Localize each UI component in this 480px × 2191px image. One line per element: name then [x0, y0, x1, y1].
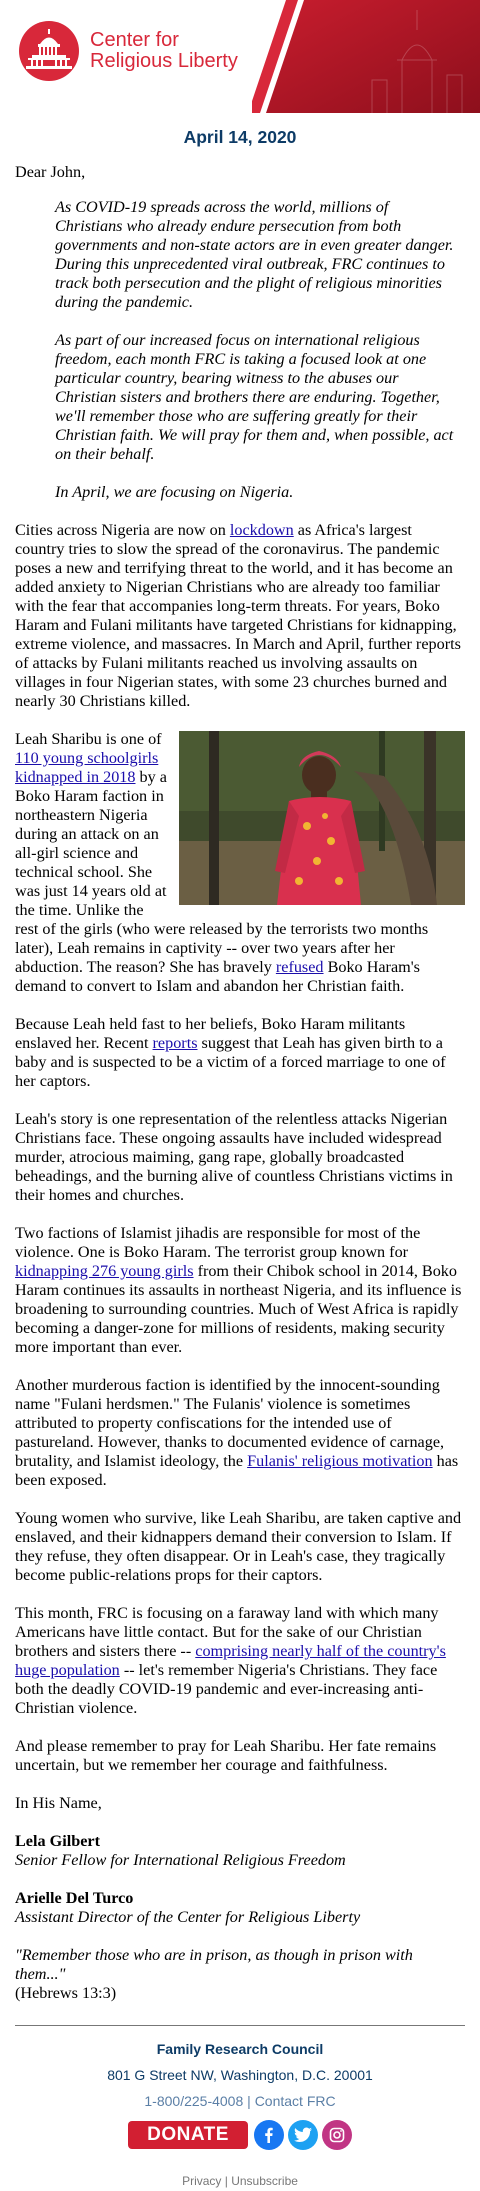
header-photo-band: [252, 0, 480, 113]
text: suggest that Leah has given birth to a baby and is suspected to be a victim of a forced marriage to one of her captors.: [15, 1034, 446, 1090]
paragraph-enslaved: [15, 1015, 465, 1091]
privacy-link[interactable]: Privacy: [182, 2174, 222, 2188]
text: Two factions of Islamist jihadis are responsible for most of the violence. One is Boko Haram. The terrorist group known for: [15, 1224, 421, 1261]
signer-title: Senior Fellow for International Religious Freedom: [15, 1851, 346, 1869]
paragraph-young-women: Young women who survive, like Leah Sharibu, are taken captive and enslaved, and their kidnappers demand their conversion to Islam. If they refuse, they often disappear. Or in Leah's case, they tragically become public-relations props for their captors.: [15, 1509, 462, 1584]
signature-block: [15, 1832, 465, 1870]
greeting: Dear John,: [15, 163, 86, 181]
instagram-icon[interactable]: [322, 2120, 352, 2150]
intro-block: [15, 198, 465, 502]
intro-paragraph: As part of our increased focus on international religious freedom, each month FRC is taking a focused look at one particular country, bearing witness to the abuses our Christian sisters and brothers there are enduring. Together, we'll remember those who are suffering greatly for their Christian faith. We will pray for them and, when possible, act on their behalf.: [55, 331, 454, 463]
paragraph-attacks: Leah's story is one representation of the relentless attacks Nigerian Christians face. These ongoing assaults have included widespread murder, atrocious maiming, gang rape, globally broadcasted beheadings, and the burning alive of countless Christians victims in their homes and churches.: [15, 1110, 453, 1204]
schoolgirls-kidnapped-link[interactable]: 110 young schoolgirls kidnapped in 2018: [15, 749, 159, 786]
quote-reference: (Hebrews 13:3): [15, 1984, 117, 2002]
text: has been exposed.: [15, 1452, 459, 1489]
header-banner: [0, 0, 480, 113]
lockdown-link[interactable]: lockdown: [229, 521, 294, 539]
separator: |: [243, 2093, 255, 2109]
footer-org-name: Family Research Council: [156, 2041, 324, 2057]
signature-block: [15, 1889, 465, 1927]
logo-line-1: Center for: [90, 29, 179, 51]
intro-paragraph: In April, we are focusing on Nigeria.: [55, 483, 294, 501]
text: from their Chibok school in 2014, Boko Haram continues its assaults in northeast Nigeria, and its influence is broadening to surrounding countries. Much of West Africa is rapidly becoming a danger-zone for millions of residents, making security more important than ever.: [15, 1262, 462, 1356]
text: Cities across Nigeria are now on: [15, 521, 230, 539]
text: Boko Haram's demand to convert to Islam and abandon her Christian faith.: [15, 958, 420, 995]
text: Because Leah held fast to her beliefs, Boko Haram militants enslaved her. Recent: [15, 1015, 406, 1052]
paragraph-leah: [15, 730, 465, 996]
signer-name: Lela Gilbert: [15, 1832, 100, 1850]
facebook-icon[interactable]: [254, 2120, 284, 2150]
paragraph-fulani: [15, 1376, 465, 1490]
paragraph-lockdown: [15, 521, 465, 711]
text: by a Boko Haram faction in northeastern Nigeria during an attack on an all-girl science and technical school. She was just 14 years old at the time. Unlike the rest of the girls (who were released by the terrorists two months later), Leah remains in captivity -- over two years after her abduction. The reason? She has bravely: [15, 768, 429, 976]
closing: In His Name,: [15, 1794, 102, 1812]
contact-frc-link[interactable]: Contact FRC: [254, 2093, 336, 2109]
social-bar: [0, 2120, 480, 2150]
unsubscribe-link[interactable]: Unsubscribe: [231, 2174, 298, 2188]
footer-links: Privacy | Unsubscribe: [182, 2174, 298, 2188]
leah-sharibu-photo: [179, 731, 465, 905]
population-link[interactable]: comprising nearly half of the country's huge population: [15, 1642, 446, 1679]
footer-address: 801 G Street NW, Washington, D.C. 20001: [107, 2067, 373, 2083]
intro-paragraph: As COVID-19 spreads across the world, millions of Christians who already endure persecution from both governments and non-state actors are in even greater danger. During this unprecedented viral outbreak, FRC continues to track both persecution and the plight of religious minorities during the pandemic.: [55, 198, 454, 311]
text: Leah Sharibu is one of: [15, 730, 162, 748]
quote-text: "Remember those who are in prison, as though in prison with them...": [15, 1946, 413, 1983]
paragraph-boko-haram: [15, 1224, 465, 1357]
text: -- let's remember Nigeria's Christians. They face both the deadly COVID-19 pandemic and ever-increasing anti-Christian violence.: [15, 1661, 438, 1717]
email-date: April 14, 2020: [183, 127, 297, 147]
paragraph-pray: And please remember to pray for Leah Sharibu. Her fate remains uncertain, but we remember her courage and faithfulness.: [15, 1737, 437, 1774]
crl-logo[interactable]: [18, 20, 238, 82]
capitol-dome-icon: [18, 20, 80, 82]
donate-button[interactable]: DONATE: [128, 2121, 248, 2149]
signer-title: Assistant Director of the Center for Religious Liberty: [15, 1908, 361, 1926]
signer-name: Arielle Del Turco: [15, 1889, 134, 1907]
refused-link[interactable]: refused: [275, 958, 324, 976]
text: Another murderous faction is identified by the innocent-sounding name "Fulani herdsmen." The Fulanis' violence is sometimes attributed to property confiscations for the intended use of pastureland. However, thanks to documented evidence of carnage, brutality, and Islamist ideology, the: [15, 1376, 445, 1470]
fulani-motivation-link[interactable]: Fulanis' religious motivation: [247, 1452, 433, 1470]
footer: [0, 2026, 480, 2191]
footer-contact-line: [0, 2092, 480, 2110]
reports-link[interactable]: reports: [152, 1034, 198, 1052]
text: as Africa's largest country tries to slow the spread of the coronavirus. The pandemic poses a new and terrifying threat to the world, and it has become an added anxiety to Nigerian Christians who are already too familiar with the fear that accompanies long-term threats. For years, Boko Haram and Fulani militants have targeted Christians for kidnapping, extreme violence, and massacres. In March and April, further reports of attacks by Fulani militants reached us involving assaults on villages in four Nigerian states, with some 23 churches burned and nearly 30 Christians killed.: [15, 521, 461, 710]
scripture-quote: [15, 1946, 465, 2003]
text: This month, FRC is focusing on a faraway land with which many Americans have little contact. But for the sake of our Christian brothers and sisters there --: [15, 1604, 439, 1660]
logo-line-2: Religious Liberty: [90, 50, 238, 72]
kidnapping-276-link[interactable]: kidnapping 276 young girls: [15, 1262, 194, 1280]
phone-link[interactable]: 1-800/225-4008: [144, 2093, 244, 2109]
paragraph-this-month: [15, 1604, 465, 1718]
email-body: [0, 163, 480, 2003]
twitter-icon[interactable]: [288, 2120, 318, 2150]
